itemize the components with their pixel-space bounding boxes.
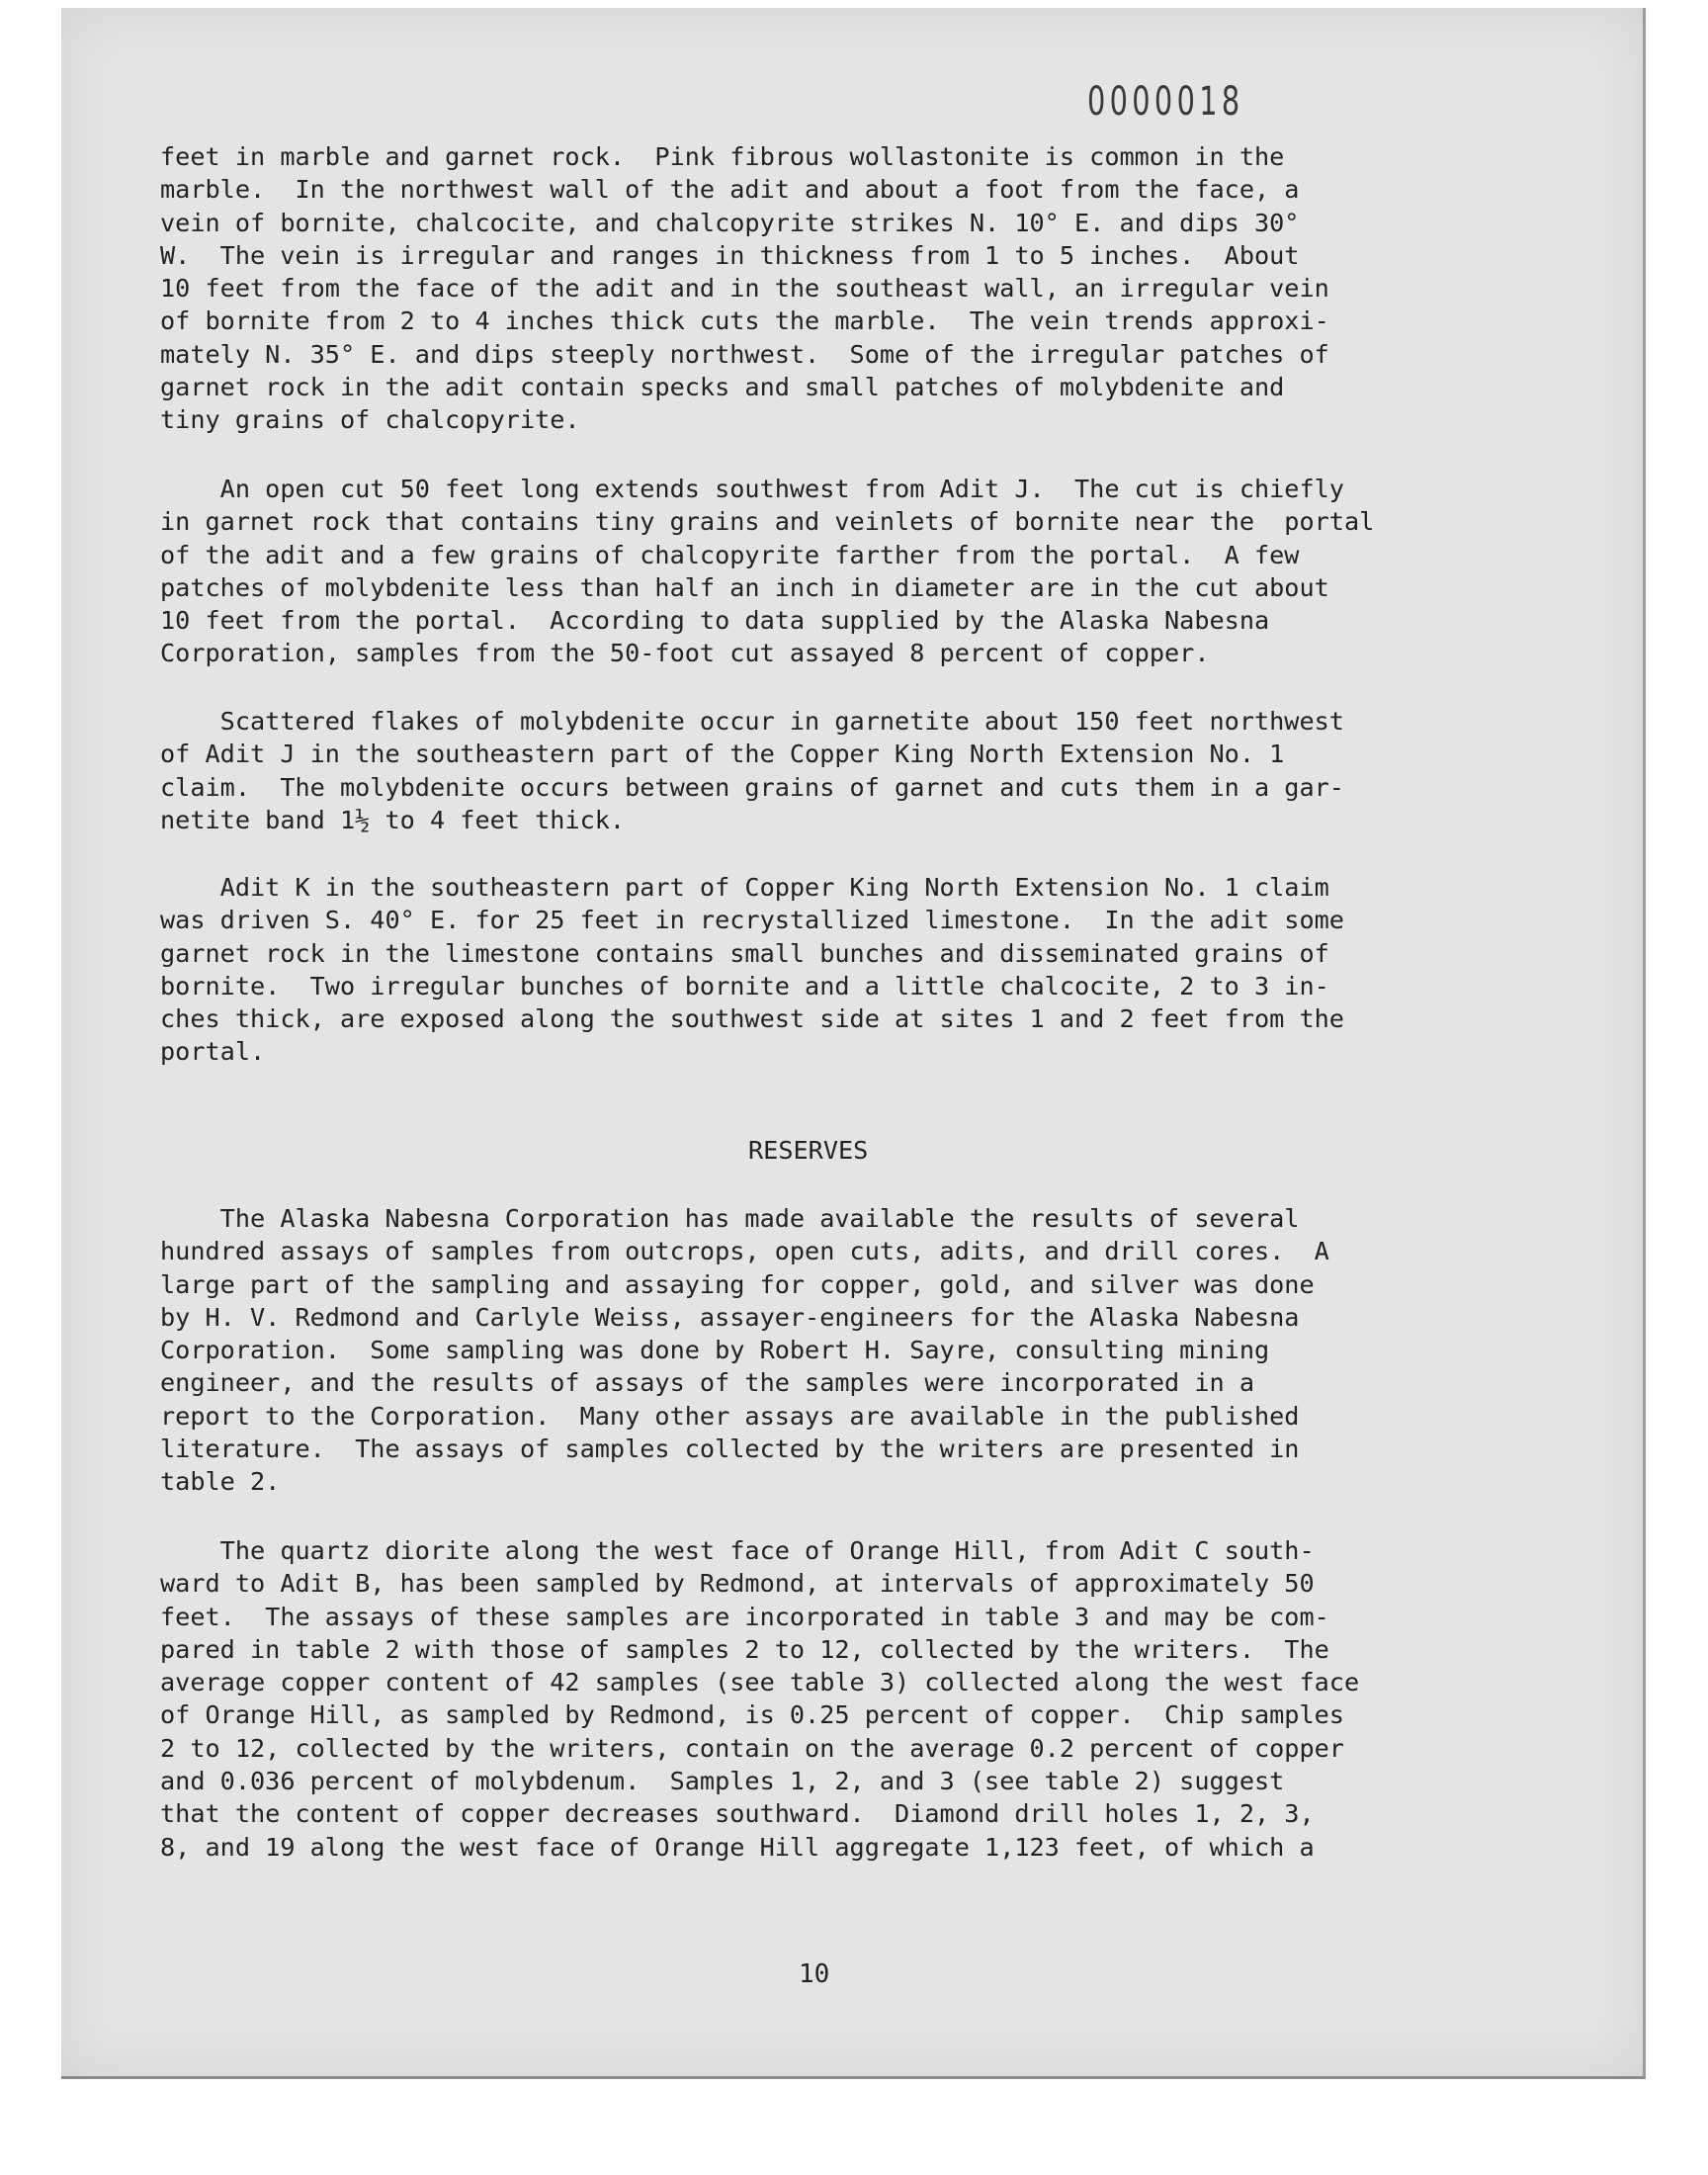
text-line: in garnet rock that contains tiny grains and veinlets of bornite near the portal <box>160 507 1375 537</box>
text-line: claim. The molybdenite occurs between grains of garnet and cuts them in a gar- <box>160 772 1344 802</box>
page-number: 10 <box>799 1959 830 1989</box>
text-line: feet in marble and garnet rock. Pink fibrous wollastonite is common in the <box>160 142 1285 171</box>
text-line: table 2. <box>160 1467 281 1497</box>
section-heading: RESERVES <box>748 1136 869 1165</box>
text-line: Adit K in the southeastern part of Copper King North Extension No. 1 claim <box>160 873 1329 902</box>
paragraph <box>160 871 1504 1069</box>
text-line: portal. <box>160 1037 266 1067</box>
paragraph <box>160 1534 1504 1864</box>
page-id-stamp: 0000018 <box>1087 79 1244 125</box>
text-line: Corporation, samples from the 50-foot cut assayed 8 percent of copper. <box>160 639 1210 668</box>
text-line: 10 feet from the face of the adit and in the southeast wall, an irregular vein <box>160 274 1329 304</box>
text-line: mately N. 35° E. and dips steeply northwest. Some of the irregular patches of <box>160 339 1329 369</box>
paragraph <box>160 1202 1504 1499</box>
paragraph <box>160 705 1504 836</box>
text-line: marble. In the northwest wall of the adit and about a foot from the face, a <box>160 175 1300 205</box>
text-line: garnet rock in the adit contain specks and small patches of molybdenite and <box>160 373 1285 402</box>
text-line: literature. The assays of samples collected by the writers are presented in <box>160 1435 1300 1464</box>
text-line: was driven S. 40° E. for 25 feet in recrystallized limestone. In the adit some <box>160 906 1344 935</box>
text-line: pared in table 2 with those of samples 2 to 12, collected by the writers. The <box>160 1634 1329 1664</box>
text-line: feet. The assays of these samples are incorporated in table 3 and may be com- <box>160 1602 1329 1631</box>
text-line: W. The vein is irregular and ranges in thickness from 1 to 5 inches. About <box>160 240 1300 270</box>
text-line: The quartz diorite along the west face of Orange Hill, from Adit C south- <box>160 1536 1315 1565</box>
text-line: Corporation. Some sampling was done by Robert H. Sayre, consulting mining <box>160 1336 1270 1365</box>
text-line: bornite. Two irregular bunches of bornite and a little chalcocite, 2 to 3 in- <box>160 971 1329 1000</box>
text-line: of Orange Hill, as sampled by Redmond, is 0.25 percent of copper. Chip samples <box>160 1700 1344 1730</box>
text-line: large part of the sampling and assaying for copper, gold, and silver was done <box>160 1269 1315 1299</box>
text-line: and 0.036 percent of molybdenum. Samples 1, 2, and 3 (see table 2) suggest <box>160 1767 1285 1796</box>
text-line: An open cut 50 feet long extends southwest from Adit J. The cut is chiefly <box>160 475 1344 503</box>
text-line: The Alaska Nabesna Corporation has made available the results of several <box>160 1204 1300 1233</box>
text-line: of Adit J in the southeastern part of the Copper King North Extension No. 1 <box>160 740 1285 769</box>
text-line: hundred assays of samples from outcrops, open cuts, adits, and drill cores. A <box>160 1237 1329 1266</box>
text-line: vein of bornite, chalcocite, and chalcopyrite strikes N. 10° E. and dips 30° <box>160 208 1300 237</box>
text-line: netite band 1½ to 4 feet thick. <box>160 805 626 834</box>
text-line: Scattered flakes of molybdenite occur in garnetite about 150 feet northwest <box>160 707 1344 736</box>
text-line: 10 feet from the portal. According to data supplied by the Alaska Nabesna <box>160 606 1270 636</box>
text-line: of the adit and a few grains of chalcopyrite farther from the portal. A few <box>160 540 1300 569</box>
text-line: ches thick, are exposed along the southwest side at sites 1 and 2 feet from the <box>160 1004 1344 1034</box>
text-line: engineer, and the results of assays of the samples were incorporated in a <box>160 1368 1254 1398</box>
text-line: ward to Adit B, has been sampled by Redmond, at intervals of approximately 50 <box>160 1569 1315 1599</box>
text-line: tiny grains of chalcopyrite. <box>160 405 580 435</box>
text-line: average copper content of 42 samples (see table 3) collected along the west face <box>160 1668 1360 1697</box>
text-line: garnet rock in the limestone contains small bunches and disseminated grains of <box>160 938 1329 968</box>
text-line: of bornite from 2 to 4 inches thick cuts the marble. The vein trends approxi- <box>160 306 1329 336</box>
text-line: 8, and 19 along the west face of Orange Hill aggregate 1,123 feet, of which a <box>160 1832 1315 1862</box>
paragraph <box>160 473 1504 670</box>
text-line: patches of molybdenite less than half an inch in diameter are in the cut about <box>160 572 1329 602</box>
paragraph <box>160 140 1504 437</box>
text-line: that the content of copper decreases southward. Diamond drill holes 1, 2, 3, <box>160 1799 1315 1829</box>
text-line: report to the Corporation. Many other assays are available in the published <box>160 1401 1300 1431</box>
text-line: 2 to 12, collected by the writers, contain on the average 0.2 percent of copper <box>160 1733 1344 1763</box>
text-line: by H. V. Redmond and Carlyle Weiss, assayer-engineers for the Alaska Nabesna <box>160 1302 1300 1332</box>
